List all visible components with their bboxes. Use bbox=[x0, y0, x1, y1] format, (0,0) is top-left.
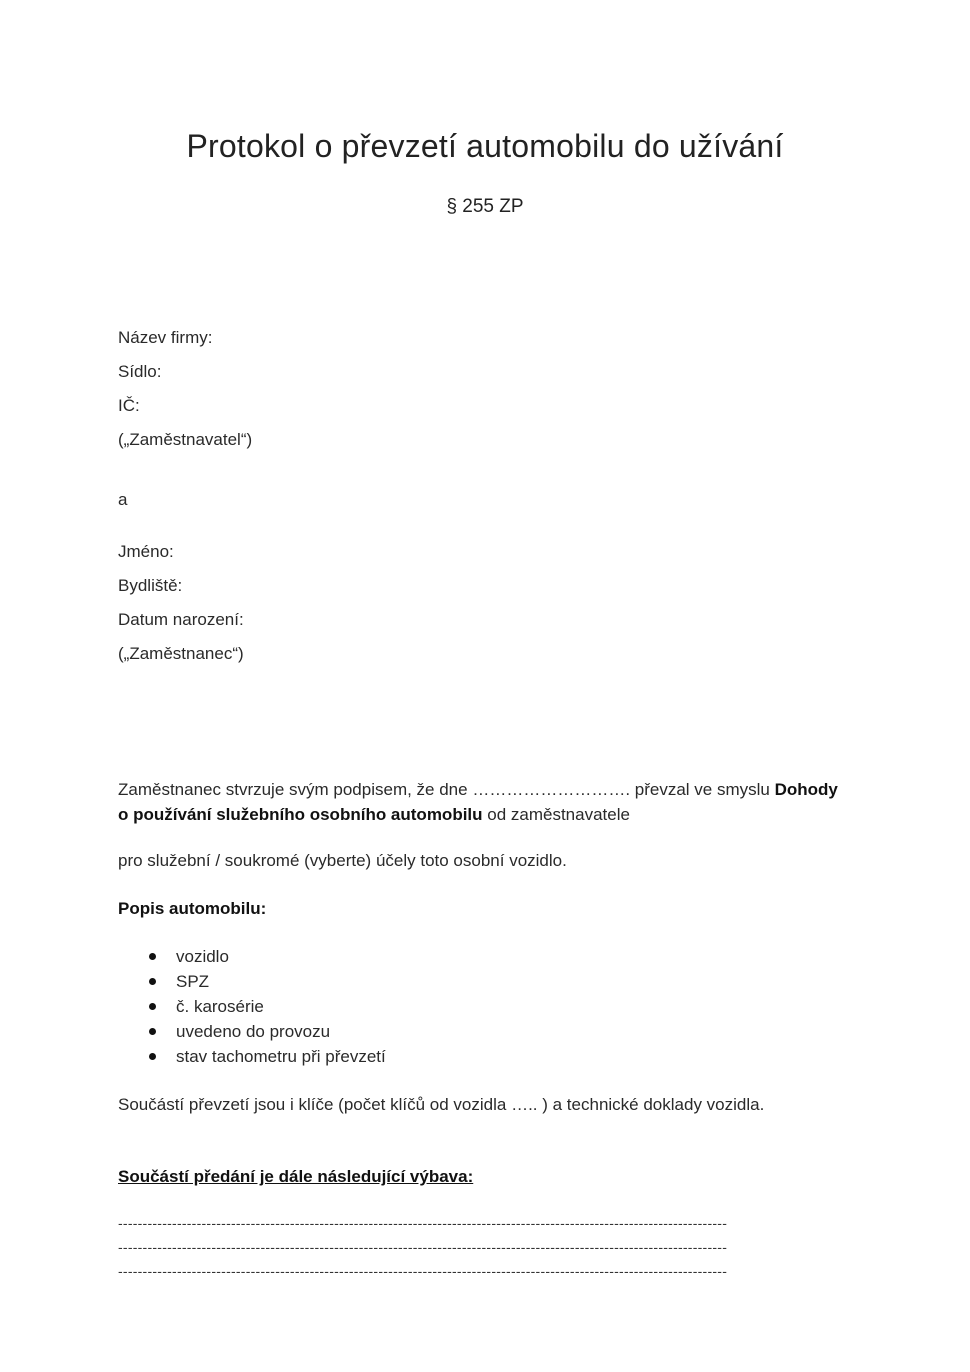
agreement-reference: Dohody o používání služebního osobního automobilu bbox=[118, 780, 838, 824]
conjunction-text: a bbox=[118, 490, 128, 509]
equipment-fill-line: ---------------------------------------------------------------------------------------------------------------------------- bbox=[118, 1264, 728, 1278]
list-item: č. karosérie bbox=[118, 994, 386, 1019]
statement-text-end: od zaměstnavatele bbox=[482, 805, 630, 824]
company-name-label: Název firmy: bbox=[118, 328, 213, 347]
equipment-heading: Součástí předání je dále následující výbava: bbox=[118, 1167, 474, 1186]
document-title: Protokol o převzetí automobilu do užívání bbox=[186, 128, 784, 164]
employer-role-label: („Zaměstnavatel“) bbox=[118, 430, 253, 449]
equipment-fill-line: ---------------------------------------------------------------------------------------------------------------------------- bbox=[118, 1240, 728, 1254]
employee-birthdate-label: Datum narození: bbox=[118, 610, 244, 629]
list-item: SPZ bbox=[118, 969, 386, 994]
company-seat-label: Sídlo: bbox=[118, 362, 162, 381]
company-id-label: IČ: bbox=[118, 396, 140, 415]
keys-note: Součástí převzetí jsou i klíče (počet klíčů od vozidla ….. ) a technické doklady vozidla. bbox=[118, 1095, 765, 1114]
purpose-statement: pro služební / soukromé (vyberte) účely toto osobní vozidlo. bbox=[118, 851, 567, 870]
bullet-icon bbox=[149, 1053, 156, 1060]
list-item: stav tachometru při převzetí bbox=[118, 1044, 386, 1069]
bullet-icon bbox=[149, 1003, 156, 1010]
bullet-icon bbox=[149, 1028, 156, 1035]
employee-residence-label: Bydliště: bbox=[118, 576, 183, 595]
list-item: uvedeno do provozu bbox=[118, 1019, 386, 1044]
statement-text-start: Zaměstnanec stvrzuje svým podpisem, že dne ………………………. převzal ve smyslu bbox=[118, 780, 775, 799]
equipment-fill-line: ---------------------------------------------------------------------------------------------------------------------------- bbox=[118, 1216, 728, 1230]
employee-role-label: („Zaměstnanec“) bbox=[118, 644, 244, 663]
employee-name-label: Jméno: bbox=[118, 542, 174, 561]
statement-paragraph bbox=[118, 777, 848, 827]
car-description-list bbox=[118, 944, 386, 1069]
legal-reference: § 255 ZP bbox=[446, 196, 524, 217]
bullet-icon bbox=[149, 953, 156, 960]
bullet-icon bbox=[149, 978, 156, 985]
list-item: vozidlo bbox=[118, 944, 386, 969]
car-description-heading: Popis automobilu: bbox=[118, 899, 267, 918]
